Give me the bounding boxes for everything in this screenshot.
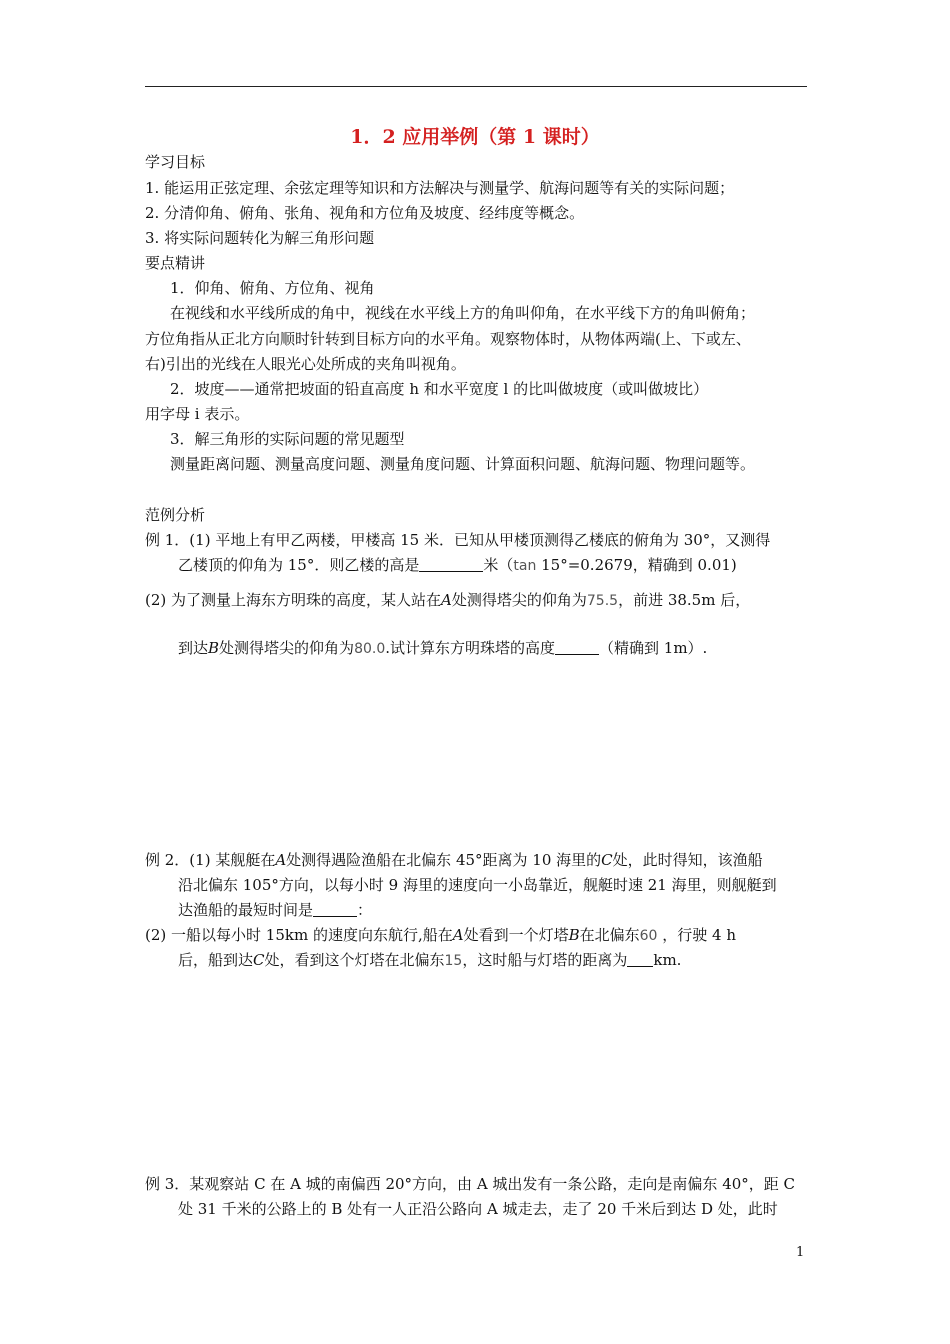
key-point-3: 3．解三角形的实际问题的常见题型 bbox=[170, 430, 405, 448]
angle-value: 60 bbox=[639, 928, 658, 944]
key-point-1: 1．仰角、俯角、方位角、视角 bbox=[170, 279, 375, 297]
key-point-1-text-c: 右)引出的光线在人眼光心处所成的夹角叫视角。 bbox=[145, 355, 466, 373]
key-point-2-text: 用字母 i 表示。 bbox=[145, 405, 250, 423]
example-1-part-2-line-1: (2) 为了测量上海东方明珠的高度，某人站在A处测得塔尖的仰角为75.5，前进 38.5m 后， bbox=[145, 591, 751, 609]
key-point-3-text: 测量距离问题、测量高度问题、测量角度问题、计算面积问题、航海问题、物理问题等。 bbox=[170, 455, 756, 473]
example-2-part-1-line-1: 例 2．(1) 某舰艇在A处测得遇险渔船在北偏东 45°距离为 10 海里的C处，此时得知，该渔船 bbox=[145, 851, 763, 869]
key-point-1-text-a: 在视线和水平线所成的角中，视线在水平线上方的角叫仰角，在水平线下方的角叫俯角； bbox=[170, 304, 756, 322]
key-point-1-text-b: 方位角指从正北方向顺时针转到目标方向的水平角。观察物体时，从物体两端(上、下或左、 bbox=[145, 330, 751, 348]
example-1-part-1-line-2: 乙楼顶的仰角为 15°．则乙楼的高是 米（tan 15°=0.2679，精确到 0.01) bbox=[178, 556, 737, 574]
angle-value: 75.5 bbox=[586, 593, 619, 609]
section-heading-key-points: 要点精讲 bbox=[145, 254, 206, 272]
example-2-part-2-line-2: 后，船到达C处，看到这个灯塔在北偏东15，这时船与灯塔的距离为 km. bbox=[178, 951, 682, 969]
example-2-part-2-line-1: (2) 一船以每小时 15km 的速度向东航行,船在A处看到一个灯塔B在北偏东60 ，行驶 4 h bbox=[145, 926, 736, 944]
example-3-line-2: 处 31 千米的公路上的 B 处有一人正沿公路向 A 城走去，走了 20 千米后到达 D 处，此时 bbox=[178, 1200, 778, 1218]
key-point-2: 2．坡度——通常把坡面的铅直高度 h 和水平宽度 l 的比叫做坡度（或叫做坡比） bbox=[170, 380, 709, 398]
example-1-part-1-line-1: 例 1．(1) 平地上有甲乙两楼，甲楼高 15 米．已知从甲楼顶测得乙楼底的俯角为 30°，又测得 bbox=[145, 531, 771, 549]
answer-blank[interactable] bbox=[419, 556, 483, 572]
answer-blank[interactable] bbox=[313, 901, 357, 917]
goal-3: 3. 将实际问题转化为解三角形问题 bbox=[145, 229, 375, 247]
example-1-part-2-line-2: 到达B处测得塔尖的仰角为80.0.试计算东方明珠塔的高度 （精确到 1m）. bbox=[178, 639, 708, 657]
example-3-line-1: 例 3．某观察站 C 在 A 城的南偏西 20°方向，由 A 城出发有一条公路，走向是南偏东 40°，距 C bbox=[145, 1175, 796, 1193]
page-number: 1 bbox=[796, 1245, 805, 1260]
tan-symbol: tan bbox=[513, 558, 537, 574]
example-2-part-1-line-2: 沿北偏东 105°方向，以每小时 9 海里的速度向一小岛靠近，舰艇时速 21 海里，则舰艇到 bbox=[178, 876, 777, 894]
angle-value: 15 bbox=[444, 953, 463, 969]
answer-blank[interactable] bbox=[555, 639, 599, 655]
answer-blank[interactable] bbox=[627, 951, 653, 967]
goal-2: 2. 分清仰角、俯角、张角、视角和方位角及坡度、经纬度等概念。 bbox=[145, 204, 585, 222]
header-rule bbox=[145, 86, 807, 87]
example-2-part-1-line-3: 达渔船的最短时间是 ： bbox=[178, 901, 373, 919]
section-heading-examples: 范例分析 bbox=[145, 506, 206, 524]
angle-value: 80.0 bbox=[354, 641, 386, 657]
document-title: 1．2 应用举例（第 1 课时） bbox=[350, 126, 600, 148]
goal-1: 1. 能运用正弦定理、余弦定理等知识和方法解决与测量学、航海问题等有关的实际问题； bbox=[145, 179, 735, 197]
section-heading-goals: 学习目标 bbox=[145, 153, 206, 171]
